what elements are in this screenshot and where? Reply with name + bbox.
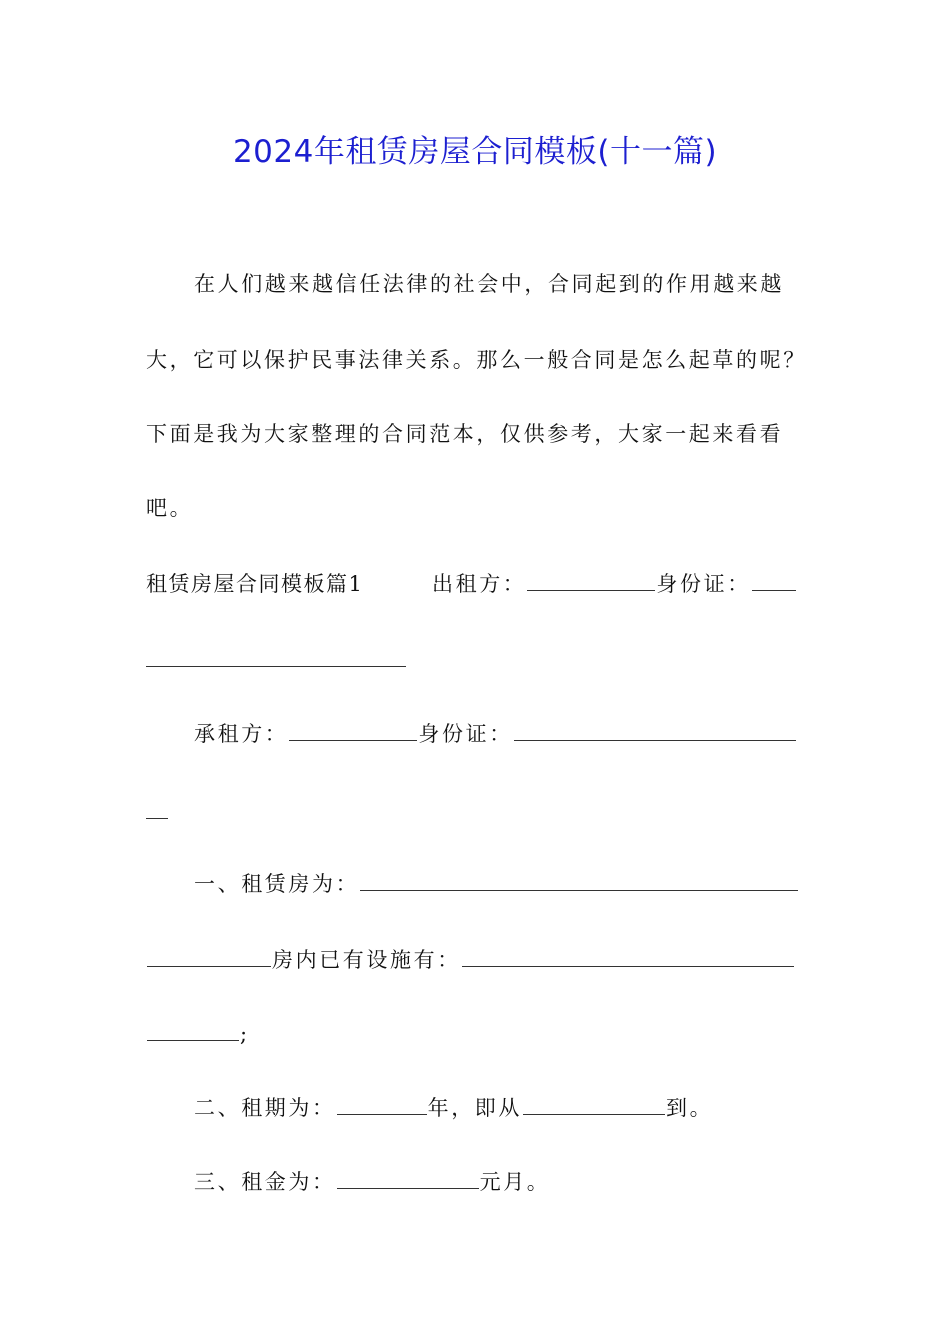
item2-year-text: 年，即从 bbox=[427, 1096, 523, 1120]
item2-row bbox=[194, 1092, 713, 1124]
lessee-label: 承租方： bbox=[194, 722, 289, 746]
section-heading: 租赁房屋合同模板篇1 bbox=[146, 572, 364, 596]
intro-line-1: 在人们越来越信任法律的社会中，合同起到的作用越来越 bbox=[194, 272, 784, 296]
intro-line-2: 大，它可以保护民事法律关系。那么一般合同是怎么起草的呢？ bbox=[146, 348, 807, 372]
item3-row bbox=[194, 1166, 550, 1198]
facilities-label: 房内已有设施有： bbox=[272, 948, 461, 972]
lease-start-blank[interactable] bbox=[523, 1094, 665, 1115]
lessor-row bbox=[432, 568, 797, 600]
lessor-label: 出租方： bbox=[432, 572, 527, 596]
intro-line-3: 下面是我为大家整理的合同范本，仅供参考，大家一起来看看 bbox=[146, 422, 784, 446]
lessor-id-blank-continued[interactable] bbox=[146, 666, 406, 667]
lessee-name-blank[interactable] bbox=[289, 720, 417, 741]
lessee-id-label: 身份证： bbox=[418, 722, 513, 746]
facilities-blank-continued[interactable] bbox=[147, 1020, 239, 1041]
lessee-id-blank-continued[interactable] bbox=[146, 818, 168, 819]
rental-property-blank[interactable] bbox=[360, 870, 798, 891]
lease-years-blank[interactable] bbox=[337, 1094, 427, 1115]
lessor-id-blank[interactable] bbox=[752, 570, 796, 591]
item1-label: 一、租赁房为： bbox=[194, 872, 360, 896]
facilities-semicolon: ; bbox=[240, 1022, 250, 1046]
lessee-id-blank[interactable] bbox=[514, 720, 796, 741]
item2-label: 二、租期为： bbox=[194, 1096, 336, 1120]
item3-label: 三、租金为： bbox=[194, 1170, 336, 1194]
facilities-row bbox=[146, 944, 795, 976]
item1-row bbox=[194, 868, 799, 900]
lessor-name-blank[interactable] bbox=[527, 570, 655, 591]
facilities-continued-row bbox=[146, 1018, 250, 1050]
document-title: 2024年租赁房屋合同模板(十一篇) bbox=[232, 134, 718, 170]
rent-amount-blank[interactable] bbox=[337, 1168, 479, 1189]
rental-property-blank-continued[interactable] bbox=[147, 946, 271, 967]
intro-line-4: 吧。 bbox=[146, 496, 194, 520]
item3-unit-text: 元月。 bbox=[479, 1170, 551, 1194]
lessor-id-label: 身份证： bbox=[656, 572, 751, 596]
facilities-blank[interactable] bbox=[462, 946, 794, 967]
lessee-row bbox=[194, 718, 797, 750]
item2-to-text: 到。 bbox=[666, 1096, 714, 1120]
